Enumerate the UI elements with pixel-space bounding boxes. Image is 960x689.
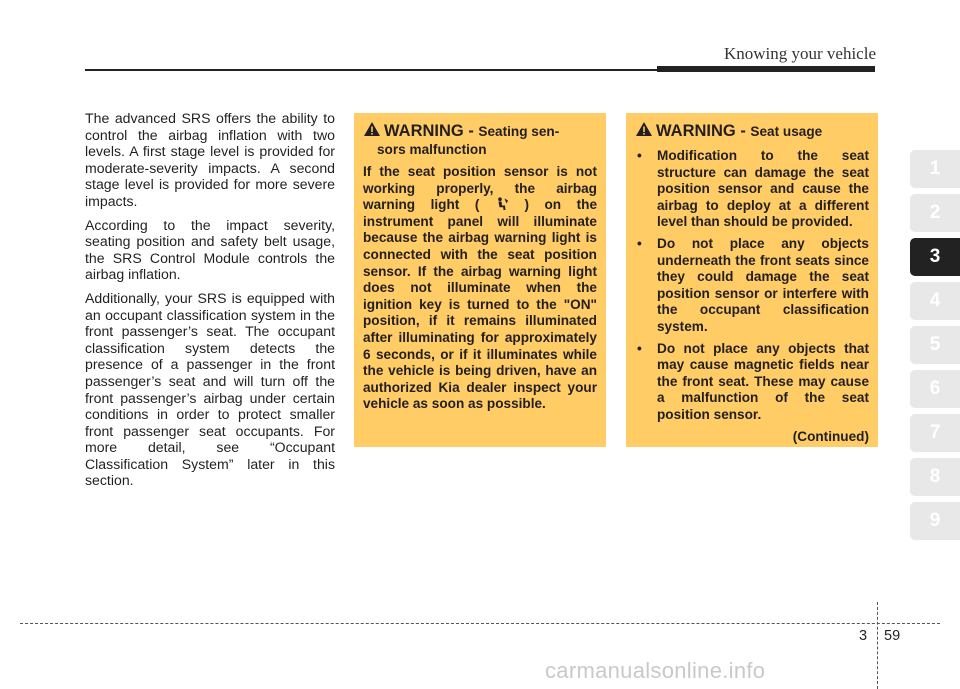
- warning-body: [363, 164, 597, 413]
- watermark: carmanualsonline.info: [545, 658, 766, 683]
- chapter-tab-5[interactable]: 5: [910, 326, 960, 364]
- warning-label: WARNING -: [656, 122, 751, 140]
- body-paragraph: According to the impact severity, seating position and safety belt usage, the SRS Control Module controls the airbag inflation.: [85, 216, 335, 283]
- warning-list-item: • Do not place any objects underneath the front seats since they could damage the seat position sensor or interfere with the occupant classification system.: [637, 235, 869, 334]
- warning-triangle-icon: [363, 121, 381, 137]
- header-rule-accent: [657, 66, 875, 72]
- warning-title: [363, 121, 597, 158]
- chapter-tab-4[interactable]: 4: [910, 282, 960, 320]
- body-paragraph: Additionally, your SRS is equipped with an occupant classification system in the front passenger’s seat. The occupant classification system detects the presence of a passenger in the front passenger’s seat and will turn off the front passenger’s airbag under certain conditions in order to protect smaller front passenger seat occupants. For more detail, see “Occupant Classification System” later in this section.: [85, 289, 335, 489]
- warning-title: [635, 121, 869, 141]
- warning-list-item: • Modification to the seat structure can damage the seat position sensor and cause the airbag to deploy at a different level than should be provided.: [637, 148, 869, 230]
- warning-subtitle: Seat usage: [750, 124, 823, 139]
- continued-label: (Continued): [792, 428, 869, 444]
- chapter-tabs: [910, 150, 960, 546]
- section-title: Knowing your vehicle: [723, 44, 876, 63]
- warning-list-item: • Do not place any objects that may cause magnetic fields near the front seat. These may cause a malfunction of the seat position sensor.: [637, 340, 869, 422]
- body-paragraph: The advanced SRS offers the ability to control the airbag inflation with two levels. A first stage level is provided for moderate-severity impacts. A second stage level is provided for more severe impacts.: [85, 110, 335, 209]
- warning-box-seat-usage: [626, 113, 878, 447]
- chapter-tab-3-active[interactable]: 3: [910, 238, 960, 276]
- footer-chapter-number: 3: [859, 628, 868, 644]
- warning-box-seating-sensors: [354, 113, 606, 447]
- body-column: [85, 110, 335, 496]
- chapter-tab-1[interactable]: 1: [910, 150, 960, 188]
- chapter-tab-7[interactable]: 7: [910, 414, 960, 452]
- warning-subtitle: Seating sen-: [478, 124, 560, 139]
- chapter-tab-8[interactable]: 8: [910, 458, 960, 496]
- warning-text-part2: ) on the instrument panel will illuminate because the airbag warning light is connected with the seat position sensor. If the airbag warning light does not illuminate when the ignition key is turned to the "ON" position, if it remains illuminated after illuminating for approximately 6 seconds, or if it illuminates while the vehicle is being driven, have an authorized Kia dealer inspect your vehicle as soon as possible.: [363, 197, 598, 412]
- warning-list: [635, 148, 869, 424]
- footer-divider: [877, 602, 878, 689]
- warning-label: WARNING -: [384, 122, 479, 140]
- page-number: 59: [884, 628, 901, 644]
- warning-text-part1: If the seat position sensor is not working properly, the airbag warning light (: [363, 164, 597, 213]
- chapter-tab-9[interactable]: 9: [910, 502, 960, 540]
- airbag-warning-light-icon: [495, 197, 509, 211]
- warning-triangle-icon: [635, 121, 653, 137]
- warning-subtitle-cont: sors malfunction: [377, 142, 487, 157]
- chapter-tab-6[interactable]: 6: [910, 370, 960, 408]
- footer-rule: [20, 623, 940, 624]
- chapter-tab-2[interactable]: 2: [910, 194, 960, 232]
